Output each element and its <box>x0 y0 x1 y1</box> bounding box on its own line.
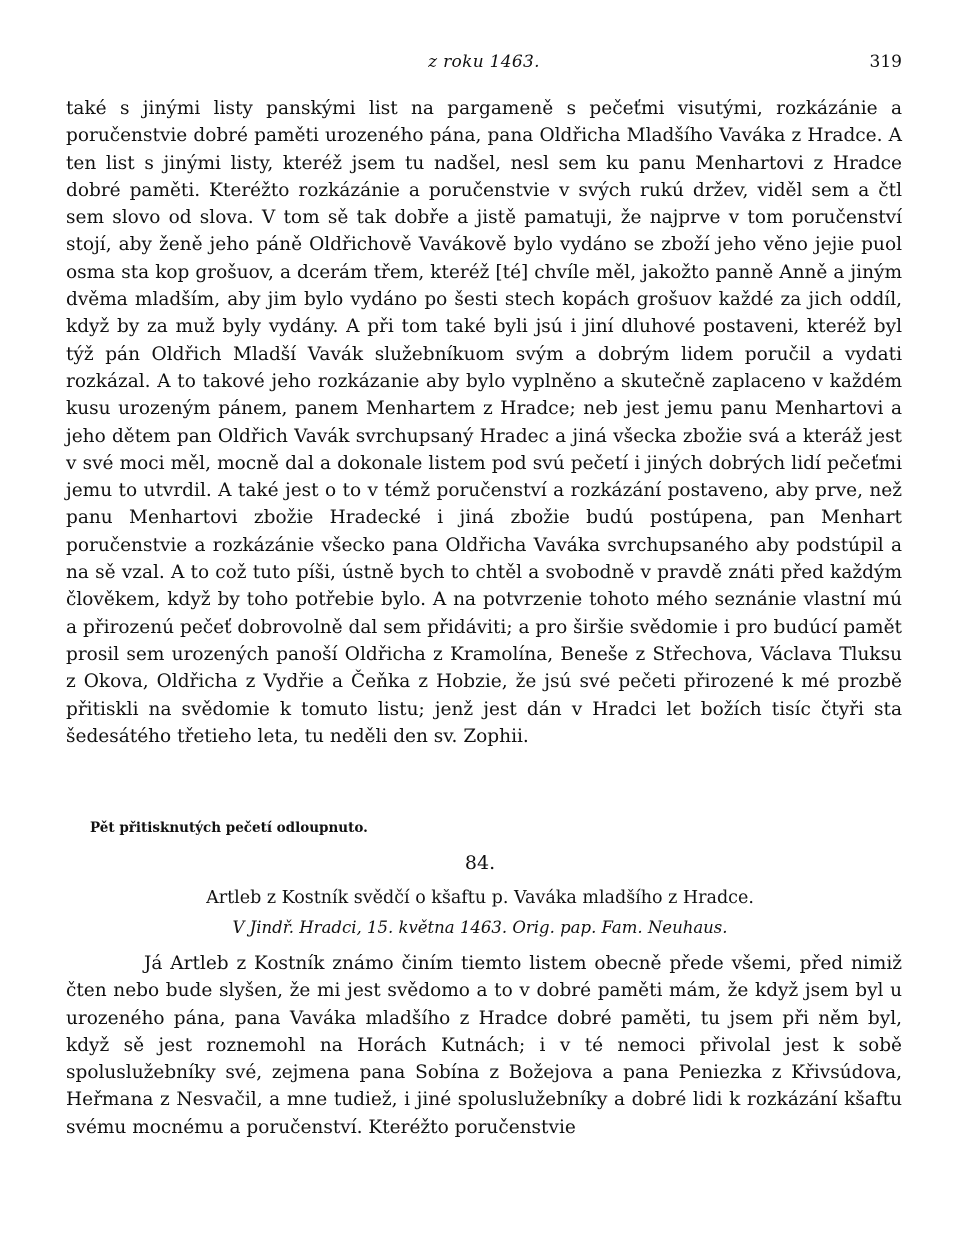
running-head <box>66 52 902 76</box>
document-number: 84. <box>464 852 496 874</box>
body-paragraph-document: Já Artleb z Kostník známo činím tiemto listem obecně přede všemi, před nimiž čten nebo bude slyšen, že mi jest svědomo a to v dobré paměti mám, že když jsem byl u urozeného pána, pana Vaváka mladšího z Hradce dobré paměti, tu jsem při něm byl, když sě jest roznemohl na Horách Kutnách; i v té nemoci přivolal jest k sobě spoluslužebníky své, zejmena pana Sobína z Božejova a pana Peniezka z Křivsúdova, Heřmana z Nesvačil, a mne tudiež, i jiné spoluslužebníky a dobré lidi k rozkázání kšaftu svému mocnému a poručenství. Kteréžto poručenstvie <box>66 953 902 1138</box>
running-head-title: z roku 1463. <box>428 52 540 72</box>
body-paragraph-continued: také s jinými listy panskými list na pargameně s pečeťmi visutými, rozkázánie a poručenstvie dobré paměti urozeného pána, pana Oldřicha Mladšího Vaváka z Hradce. A ten list s jinými listy, kteréž jsem tu nadšel, nesl sem ku panu Menhartovi z Hradce dobré paměti. Kteréžto rozkázánie a poručenstvie v svých rukú držev, viděl sem a čtl sem slovo od slova. V tom sě tak dobře a jistě pamatuji, že najprve v tom poručenství stojí, aby ženě jeho páně Oldřichově Vavákově bylo vydáno se zboží jeho věno jejie puol osma sta kop grošuov, a dcerám třem, kteréž [té] chvíle měl, jakožto panně Anně a jiným dvěma mladším, aby jim bylo vydáno po šesti stech kopách grošuov každé za jich oddíl, když by za muž byly vydány. A při tom také byli jsú i jiní dluhové postaveni, kteréž byl týž pán Oldřich Mladší Vavák služebníkuom svým a dobrým lidem poručil a vydati rozkázal. A to takové jeho rozkázanie aby bylo vyplněno a skutečně zaplaceno v každém kusu urozeným pánem, panem Menhartem z Hradce; neb jest jemu panu Menhartovi a jeho dětem pan Oldřich Vavák svrchupsaný Hradec a jiná všecka zbožie svá a kteráž jest v své moci měl, mocně dal a dokonale listem pod svú pečetí i jiných dobrých lidí pečeťmi jemu to utvrdil. A také jest o to v témž poručenství a rozkázání postaveno, aby prve, než panu Menhartovi zbožie Hradecké i jiná zbožie budú postúpena, pan Menhart poručenstvie a rozkázánie všecko pana Oldřicha Vaváka svrchupsaného aby podstúpil a na sě vzal. A to což tuto píši, ústně bych to chtěl a svobodně v pravdě znáti před každým člověkem, když by toho potřebie bylo. A na potvrzenie tohoto mého seznánie vlastní mú a přirozenú pečeť dobrovolně dal sem přidáviti; a pro širšie svědomie i pro budúcí pamět prosil sem urozených panoší Oldřicha z Kramolína, Beneše z Střechova, Václava Tluksu z Okova, Oldřicha z Vydřie a Čeňka z Hobzie, že jsú své pečeti přirozené k mé prozbě přitiskli na svědomie k tomuto listu; jenž jest dán v Hradci let božích tisíc čtyři sta šedesátého třetieho leta, tu neděli den sv. Zophii. <box>66 98 902 747</box>
document-title: Artleb z Kostník svědčí o kšaftu p. Vaváka mladšího z Hradce. <box>206 888 754 908</box>
document-source-note: V Jindř. Hradci, 15. května 1463. Orig. pap. Fam. Neuhaus. <box>232 918 728 937</box>
page-number: 319 <box>869 52 902 72</box>
seal-note: Pět přitisknutých pečetí odloupnuto. <box>90 820 368 836</box>
